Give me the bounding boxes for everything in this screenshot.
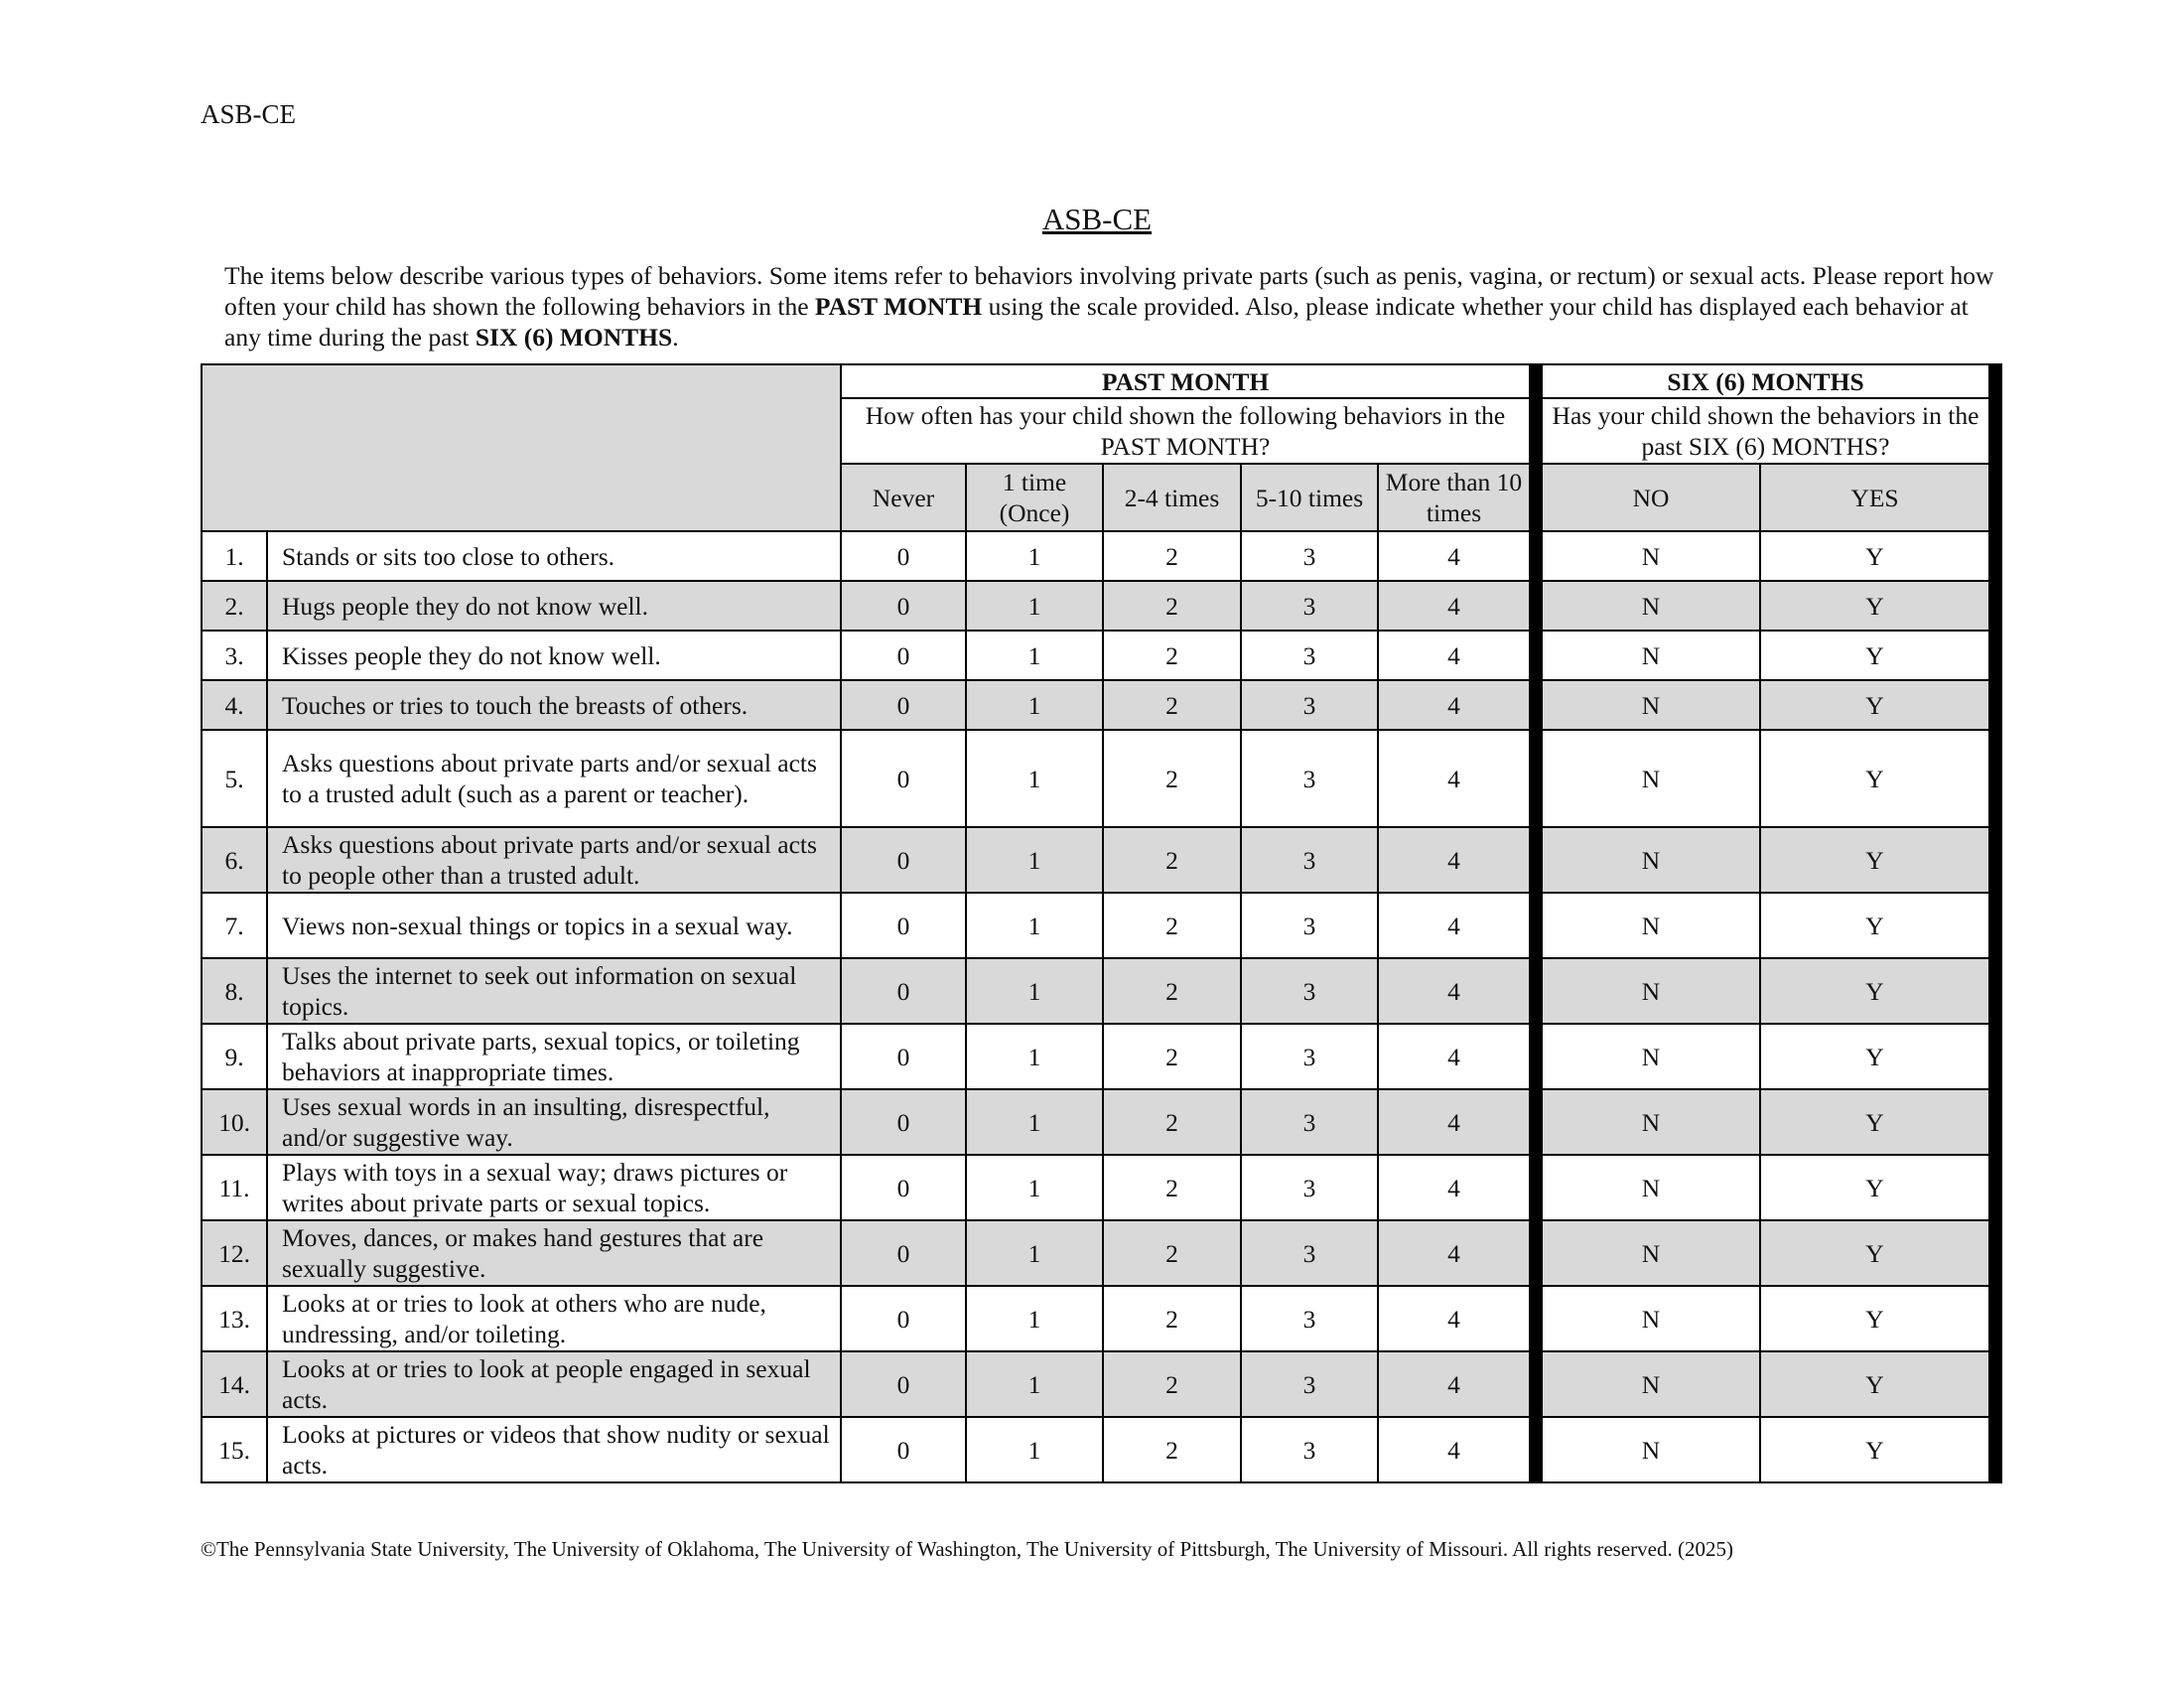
document-title: ASB-CE [1041, 202, 1153, 236]
rating-option-never[interactable]: 0 [841, 827, 966, 893]
six-month-option-yes[interactable]: Y [1760, 1220, 1995, 1286]
table-row [202, 1220, 1995, 1286]
header-label: ASB-CE [201, 99, 297, 129]
item-number: 15. [202, 1417, 267, 1482]
table-row [202, 1286, 1995, 1351]
rating-option-more-than-10[interactable]: 4 [1378, 1417, 1536, 1482]
rating-option-5-10-times[interactable]: 3 [1241, 958, 1378, 1024]
item-number: 13. [202, 1286, 267, 1351]
rating-option-more-than-10[interactable]: 4 [1378, 1286, 1536, 1351]
rating-option-2-4-times[interactable]: 2 [1103, 1089, 1241, 1155]
item-number: 11. [202, 1155, 267, 1220]
six-month-option-no[interactable]: N [1536, 581, 1760, 631]
item-number: 4. [202, 680, 267, 730]
column-header-no: NO [1536, 464, 1760, 531]
item-number: 1. [202, 531, 267, 581]
item-text: Uses sexual words in an insulting, disrespectful, and/or suggestive way. [267, 1089, 841, 1155]
table-row [202, 827, 1995, 893]
rating-option-2-4-times[interactable]: 2 [1103, 1220, 1241, 1286]
rating-option-2-4-times[interactable]: 2 [1103, 581, 1241, 631]
table-row [202, 680, 1995, 730]
item-number: 7. [202, 893, 267, 958]
item-number: 2. [202, 581, 267, 631]
rating-option-never[interactable]: 0 [841, 1417, 966, 1482]
six-month-option-no[interactable]: N [1536, 1417, 1760, 1482]
item-number: 9. [202, 1024, 267, 1089]
six-months-heading: SIX (6) MONTHS [1536, 364, 1995, 398]
item-text: Asks questions about private parts and/or sexual acts to people other than a trusted adult. [267, 827, 841, 893]
six-month-option-no[interactable]: N [1536, 1089, 1760, 1155]
table-row [202, 1024, 1995, 1089]
six-month-option-no[interactable]: N [1536, 680, 1760, 730]
rating-option-5-10-times[interactable]: 3 [1241, 581, 1378, 631]
rating-option-2-4-times[interactable]: 2 [1103, 827, 1241, 893]
table-row [202, 631, 1995, 680]
rating-option-never[interactable]: 0 [841, 893, 966, 958]
table-row [202, 893, 1995, 958]
rating-option-5-10-times[interactable]: 3 [1241, 1089, 1378, 1155]
item-number: 6. [202, 827, 267, 893]
item-text: Talks about private parts, sexual topics, or toileting behaviors at inappropriate times. [267, 1024, 841, 1089]
item-number: 3. [202, 631, 267, 680]
past-month-heading: PAST MONTH [841, 364, 1536, 398]
six-month-option-no[interactable]: N [1536, 1024, 1760, 1089]
rating-option-2-4-times[interactable]: 2 [1103, 631, 1241, 680]
six-month-option-yes[interactable]: Y [1760, 531, 1995, 581]
past-month-question: How often has your child shown the following behaviors in the PAST MONTH? [841, 398, 1536, 464]
column-header-5-10-times: 5-10 times [1241, 464, 1378, 531]
rating-option-never[interactable]: 0 [841, 531, 966, 581]
rating-option-never[interactable]: 0 [841, 1286, 966, 1351]
six-month-option-no[interactable]: N [1536, 631, 1760, 680]
instructions-text-3: . [672, 323, 679, 352]
instructions-text-2: using the scale provided. Also, please indicate whether your child has displayed each behavior at any time during the past [224, 292, 1969, 352]
rating-option-2-4-times[interactable]: 2 [1103, 893, 1241, 958]
item-text: Looks at or tries to look at others who are nude, undressing, and/or toileting. [267, 1286, 841, 1351]
item-text: Plays with toys in a sexual way; draws pictures or writes about private parts or sexual topics. [267, 1155, 841, 1220]
six-month-option-yes[interactable]: Y [1760, 1417, 1995, 1482]
rating-option-never[interactable]: 0 [841, 1089, 966, 1155]
six-months-question: Has your child shown the behaviors in the past SIX (6) MONTHS? [1536, 398, 1995, 464]
rating-option-more-than-10[interactable]: 4 [1378, 730, 1536, 827]
item-text: Stands or sits too close to others. [267, 531, 841, 581]
six-month-option-yes[interactable]: Y [1760, 1024, 1995, 1089]
table-row [202, 1155, 1995, 1220]
table-row [202, 958, 1995, 1024]
rating-option-2-4-times[interactable]: 2 [1103, 680, 1241, 730]
rating-option-never[interactable]: 0 [841, 631, 966, 680]
rating-option-5-10-times[interactable]: 3 [1241, 730, 1378, 827]
rating-option-5-10-times[interactable]: 3 [1241, 631, 1378, 680]
six-month-option-yes[interactable]: Y [1760, 1089, 1995, 1155]
rating-option-more-than-10[interactable]: 4 [1378, 893, 1536, 958]
item-text: Touches or tries to touch the breasts of others. [267, 680, 841, 730]
instructions-bold-six-months: SIX (6) MONTHS [475, 323, 673, 352]
rating-option-2-4-times[interactable]: 2 [1103, 958, 1241, 1024]
rating-option-never[interactable]: 0 [841, 958, 966, 1024]
rating-option-once[interactable]: 1 [966, 1351, 1103, 1417]
instructions-text-1: The items below describe various types of behaviors. Some items refer to behaviors involving private parts (such as penis, vagina, or rectum) or sexual acts. Please report how often your child has shown the following behaviors in the [224, 261, 1994, 321]
rating-option-5-10-times[interactable]: 3 [1241, 531, 1378, 581]
rating-option-once[interactable]: 1 [966, 958, 1103, 1024]
rating-option-5-10-times[interactable]: 3 [1241, 1024, 1378, 1089]
six-month-option-yes[interactable]: Y [1760, 893, 1995, 958]
rating-option-once[interactable]: 1 [966, 1220, 1103, 1286]
rating-option-2-4-times[interactable]: 2 [1103, 531, 1241, 581]
rating-option-2-4-times[interactable]: 2 [1103, 1351, 1241, 1417]
item-text: Kisses people they do not know well. [267, 631, 841, 680]
rating-option-never[interactable]: 0 [841, 1220, 966, 1286]
rating-option-once[interactable]: 1 [966, 730, 1103, 827]
column-header-never: Never [841, 464, 966, 531]
item-text: Looks at pictures or videos that show nudity or sexual acts. [267, 1417, 841, 1482]
rating-option-once[interactable]: 1 [966, 1417, 1103, 1482]
rating-option-more-than-10[interactable]: 4 [1378, 827, 1536, 893]
rating-option-never[interactable]: 0 [841, 680, 966, 730]
six-month-option-no[interactable]: N [1536, 531, 1760, 581]
item-text: Looks at or tries to look at people engaged in sexual acts. [267, 1351, 841, 1417]
rating-option-once[interactable]: 1 [966, 581, 1103, 631]
rating-option-once[interactable]: 1 [966, 827, 1103, 893]
rating-option-5-10-times[interactable]: 3 [1241, 1286, 1378, 1351]
rating-option-more-than-10[interactable]: 4 [1378, 531, 1536, 581]
item-rows [202, 531, 1995, 1482]
rating-option-once[interactable]: 1 [966, 1155, 1103, 1220]
item-number: 8. [202, 958, 267, 1024]
six-month-option-no[interactable]: N [1536, 893, 1760, 958]
item-number: 14. [202, 1351, 267, 1417]
column-header-once: 1 time (Once) [966, 464, 1103, 531]
rating-option-5-10-times[interactable]: 3 [1241, 1155, 1378, 1220]
item-text: Moves, dances, or makes hand gestures that are sexually suggestive. [267, 1220, 841, 1286]
rating-option-never[interactable]: 0 [841, 581, 966, 631]
behavior-rating-table [201, 363, 2002, 1483]
rating-option-2-4-times[interactable]: 2 [1103, 730, 1241, 827]
six-month-option-no[interactable]: N [1536, 958, 1760, 1024]
six-month-option-no[interactable]: N [1536, 1351, 1760, 1417]
six-month-option-no[interactable]: N [1536, 827, 1760, 893]
six-month-option-no[interactable]: N [1536, 1220, 1760, 1286]
item-text: Hugs people they do not know well. [267, 581, 841, 631]
rating-option-once[interactable]: 1 [966, 1089, 1103, 1155]
rating-option-once[interactable]: 1 [966, 680, 1103, 730]
item-number: 5. [202, 730, 267, 827]
rating-option-2-4-times[interactable]: 2 [1103, 1286, 1241, 1351]
item-text: Views non-sexual things or topics in a sexual way. [267, 893, 841, 958]
column-header-yes: YES [1760, 464, 1995, 531]
rating-option-more-than-10[interactable]: 4 [1378, 1351, 1536, 1417]
rating-option-never[interactable]: 0 [841, 1155, 966, 1220]
rating-option-more-than-10[interactable]: 4 [1378, 680, 1536, 730]
rating-option-more-than-10[interactable]: 4 [1378, 958, 1536, 1024]
six-month-option-yes[interactable]: Y [1760, 1155, 1995, 1220]
rating-option-never[interactable]: 0 [841, 730, 966, 827]
item-number: 10. [202, 1089, 267, 1155]
rating-option-once[interactable]: 1 [966, 1024, 1103, 1089]
rating-option-2-4-times[interactable]: 2 [1103, 1024, 1241, 1089]
rating-option-once[interactable]: 1 [966, 1286, 1103, 1351]
rating-option-5-10-times[interactable]: 3 [1241, 827, 1378, 893]
rating-option-2-4-times[interactable]: 2 [1103, 1417, 1241, 1482]
header-corner-cell [202, 364, 841, 531]
item-text: Uses the internet to seek out information on sexual topics. [267, 958, 841, 1024]
rating-option-more-than-10[interactable]: 4 [1378, 1089, 1536, 1155]
column-header-2-4-times: 2-4 times [1103, 464, 1241, 531]
six-month-option-yes[interactable]: Y [1760, 730, 1995, 827]
table-row [202, 1351, 1995, 1417]
table-row [202, 531, 1995, 581]
six-month-option-yes[interactable]: Y [1760, 958, 1995, 1024]
table-row [202, 1417, 1995, 1482]
six-month-option-no[interactable]: N [1536, 1286, 1760, 1351]
rating-option-more-than-10[interactable]: 4 [1378, 1220, 1536, 1286]
six-month-option-yes[interactable]: Y [1760, 1286, 1995, 1351]
rating-option-5-10-times[interactable]: 3 [1241, 1417, 1378, 1482]
rating-option-5-10-times[interactable]: 3 [1241, 680, 1378, 730]
instructions-bold-past-month: PAST MONTH [814, 292, 983, 321]
six-month-option-no[interactable]: N [1536, 730, 1760, 827]
rating-option-more-than-10[interactable]: 4 [1378, 1024, 1536, 1089]
instructions [224, 260, 2001, 352]
six-month-option-no[interactable]: N [1536, 1155, 1760, 1220]
table-row [202, 1089, 1995, 1155]
item-text: Asks questions about private parts and/or sexual acts to a trusted adult (such as a parent or teacher). [267, 730, 841, 827]
six-month-option-yes[interactable]: Y [1760, 827, 1995, 893]
rating-option-more-than-10[interactable]: 4 [1378, 1155, 1536, 1220]
item-number: 12. [202, 1220, 267, 1286]
six-month-option-yes[interactable]: Y [1760, 680, 1995, 730]
rating-option-never[interactable]: 0 [841, 1351, 966, 1417]
column-header-more-than-10: More than 10 times [1378, 464, 1536, 531]
rating-option-5-10-times[interactable]: 3 [1241, 893, 1378, 958]
rating-option-once[interactable]: 1 [966, 631, 1103, 680]
six-month-option-yes[interactable]: Y [1760, 631, 1995, 680]
rating-option-5-10-times[interactable]: 3 [1241, 1220, 1378, 1286]
rating-option-never[interactable]: 0 [841, 1024, 966, 1089]
rating-option-once[interactable]: 1 [966, 893, 1103, 958]
copyright-footer: ©The Pennsylvania State University, The University of Oklahoma, The University of Washington, The University of Pittsburgh, The University of Missouri. All rights reserved. (2025) [201, 1537, 1733, 1561]
rating-option-more-than-10[interactable]: 4 [1378, 581, 1536, 631]
six-month-option-yes[interactable]: Y [1760, 1351, 1995, 1417]
rating-option-more-than-10[interactable]: 4 [1378, 631, 1536, 680]
table-row [202, 581, 1995, 631]
six-month-option-yes[interactable]: Y [1760, 581, 1995, 631]
rating-option-once[interactable]: 1 [966, 531, 1103, 581]
rating-option-5-10-times[interactable]: 3 [1241, 1351, 1378, 1417]
table-row [202, 730, 1995, 827]
rating-option-2-4-times[interactable]: 2 [1103, 1155, 1241, 1220]
